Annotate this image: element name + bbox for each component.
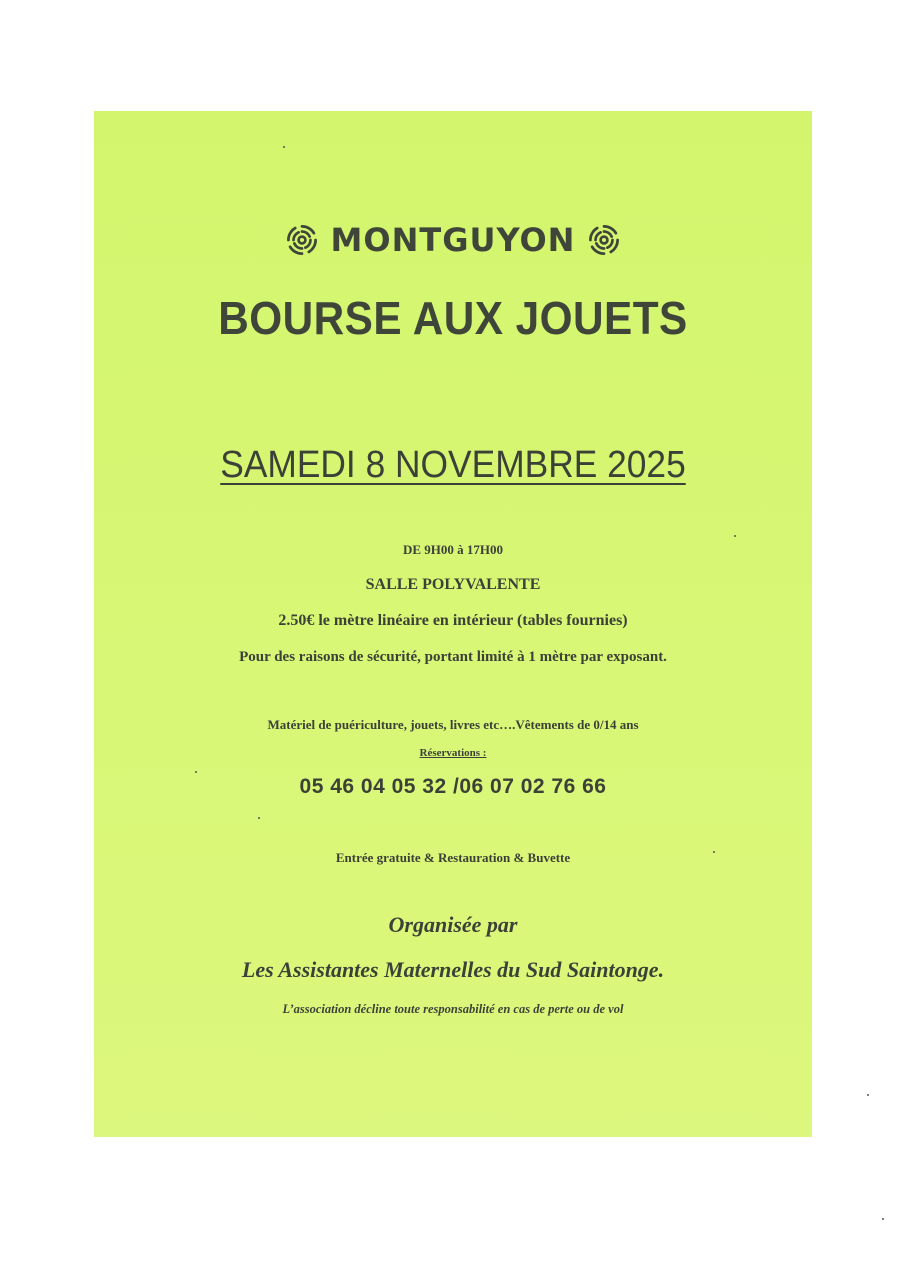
spiral-logo-icon (587, 223, 621, 257)
spiral-logo-icon (285, 223, 319, 257)
poster-title: BOURSE AUX JOUETS (218, 292, 688, 344)
scan-speck (882, 1218, 884, 1220)
scan-speck (283, 146, 285, 148)
town-name: MONTGUYON (330, 221, 576, 259)
organized-by: Organisée par (388, 912, 518, 937)
price-info: 2.50€ le mètre linéaire en intérieur (tables fournies) (278, 612, 628, 629)
event-venue: SALLE POLYVALENTE (365, 576, 541, 593)
disclaimer: L’association décline toute responsabilité en cas de perte ou de vol (282, 1002, 624, 1016)
entry-info: Entrée gratuite & Restauration & Buvette (335, 850, 571, 865)
scan-speck (713, 851, 715, 853)
event-date: SAMEDI 8 NOVEMBRE 2025 (220, 444, 686, 486)
scan-speck (195, 771, 197, 773)
scan-speck (867, 1094, 869, 1096)
items-list: Matériel de puériculture, jouets, livres etc….Vêtements de 0/14 ans (267, 717, 639, 732)
security-note: Pour des raisons de sécurité, portant limité à 1 mètre par exposant. (239, 649, 667, 665)
scan-speck (734, 535, 736, 537)
event-hours: DE 9H00 à 17H00 (402, 542, 504, 557)
organizer-name: Les Assistantes Maternelles du Sud Saintonge. (241, 957, 665, 982)
reservations-wrap (94, 747, 812, 759)
scan-speck (258, 817, 260, 819)
poster-sheet (94, 111, 812, 1137)
town-heading (94, 221, 812, 259)
phone-numbers: 05 46 04 05 32 /06 07 02 76 66 (299, 775, 607, 798)
reservations-label: Réservations : (419, 747, 487, 759)
